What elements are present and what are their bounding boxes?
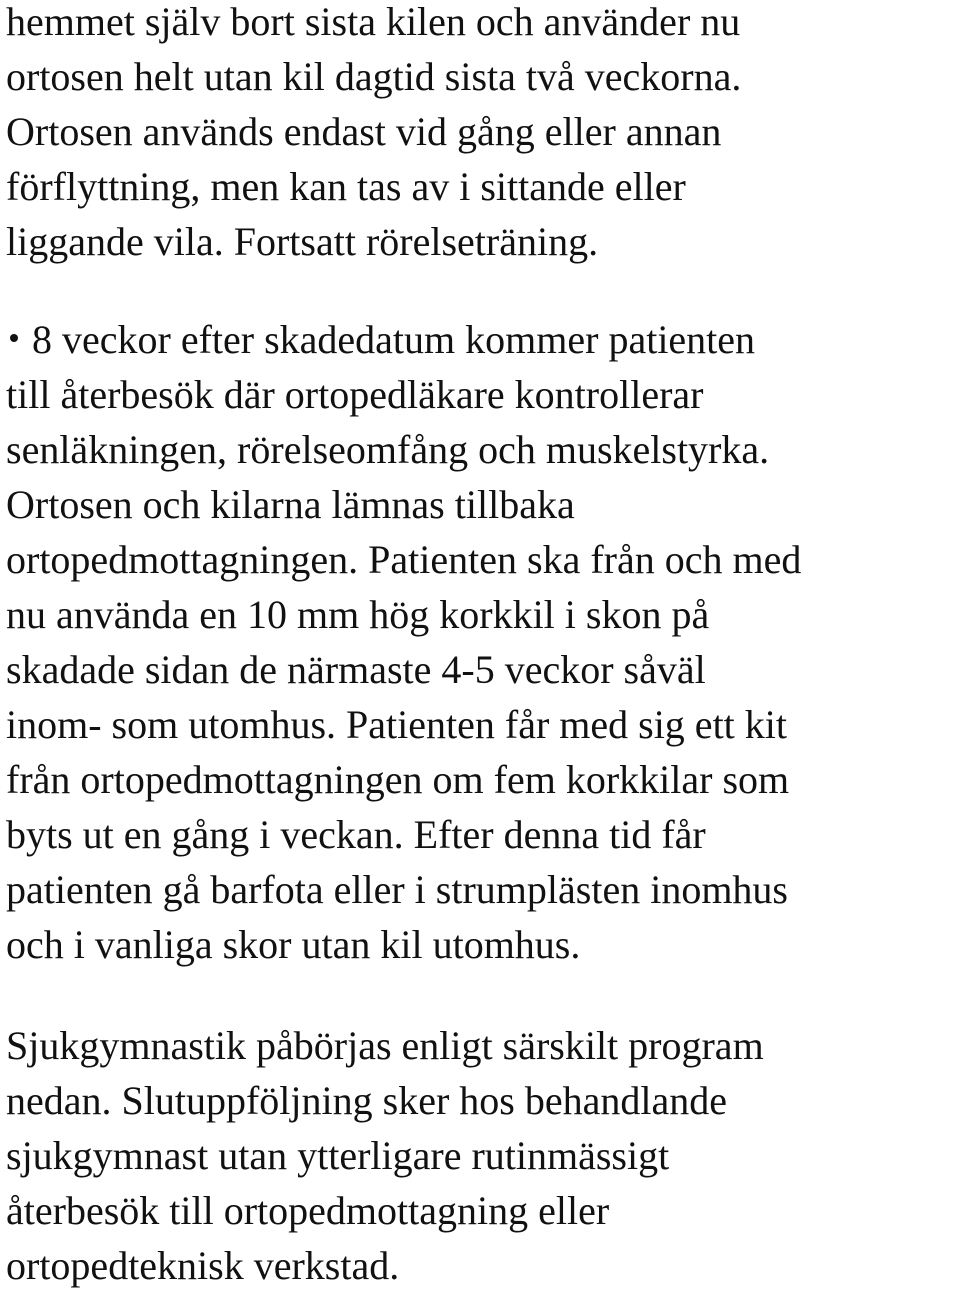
text-line: senläkningen, rörelseomfång och muskelstyrka. xyxy=(6,427,770,472)
text-line: ortopedmottagningen. Patienten ska från och med xyxy=(6,537,802,582)
text-line: inom- som utomhus. Patienten får med sig ett kit xyxy=(6,702,788,747)
text-line: patienten gå barfota eller i strumplästen inomhus xyxy=(6,867,788,912)
text-line: från ortopedmottagningen om fem korkkilar som xyxy=(6,757,790,802)
bullet-icon xyxy=(10,334,18,342)
paragraph-continuation xyxy=(6,0,958,269)
text-line: till återbesök där ortopedläkare kontrollerar xyxy=(6,372,704,417)
text-line: 8 veckor efter skadedatum kommer patienten xyxy=(32,317,756,362)
text-line: Sjukgymnastik påbörjas enligt särskilt program xyxy=(6,1023,764,1068)
text-line: Ortosen och kilarna lämnas tillbaka xyxy=(6,482,575,527)
text-line: förflyttning, men kan tas av i sittande eller xyxy=(6,164,686,209)
closing-paragraph xyxy=(6,1018,958,1293)
bullet-paragraph xyxy=(6,312,958,972)
text-line: återbesök till ortopedmottagning eller xyxy=(6,1188,610,1233)
text-line: nedan. Slutuppföljning sker hos behandlande xyxy=(6,1078,727,1123)
text-line: hemmet själv bort sista kilen och använder nu xyxy=(6,0,741,44)
text-line: sjukgymnast utan ytterligare rutinmässigt xyxy=(6,1133,670,1178)
text-line: skadade sidan de närmaste 4-5 veckor såväl xyxy=(6,647,706,692)
bullet-line xyxy=(6,312,958,367)
text-line: nu använda en 10 mm hög korkkil i skon på xyxy=(6,592,710,637)
text-line: ortopedteknisk verkstad. xyxy=(6,1243,400,1288)
text-line: ortosen helt utan kil dagtid sista två veckorna. xyxy=(6,54,742,99)
text-line: liggande vila. Fortsatt rörelseträning. xyxy=(6,219,599,264)
text-line: byts ut en gång i veckan. Efter denna tid får xyxy=(6,812,706,857)
text-line: och i vanliga skor utan kil utomhus. xyxy=(6,922,581,967)
text-line: Ortosen används endast vid gång eller annan xyxy=(6,109,722,154)
